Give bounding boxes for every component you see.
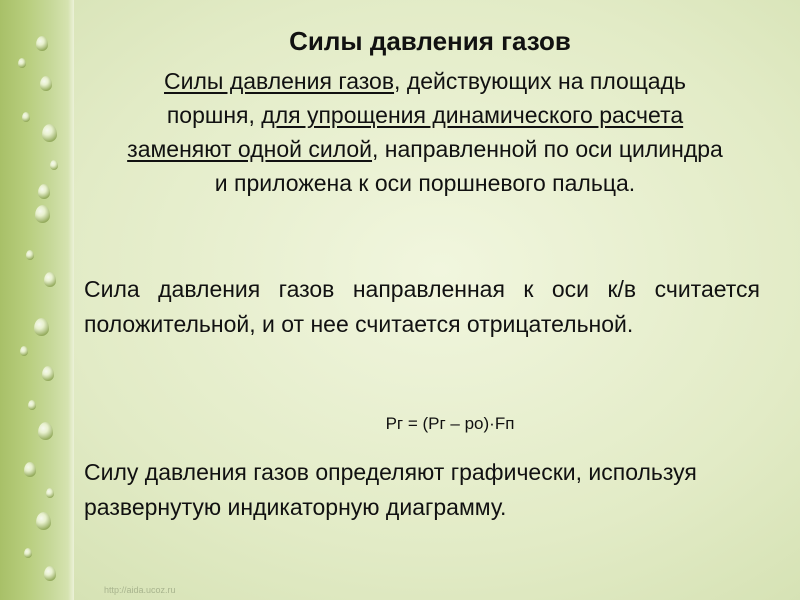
slide-title: Силы давления газов: [289, 26, 571, 56]
intro-text: , направленной по оси цилиндра и приложена к оси поршневого пальца.: [214, 136, 723, 196]
water-drop-icon: [42, 366, 54, 381]
water-drop-icon: [44, 272, 56, 287]
water-drop-icon: [28, 400, 36, 410]
water-drop-icon: [50, 160, 58, 170]
intro-paragraph: [120, 64, 730, 200]
water-drop-icon: [42, 124, 57, 142]
water-drop-icon: [40, 76, 52, 91]
graphical-method-paragraph: Силу давления газов определяют графически, используя развернутую индикаторную диаграмму.: [84, 459, 697, 520]
water-drop-icon: [38, 422, 53, 440]
water-drop-icon: [36, 512, 51, 530]
water-drop-icon: [20, 346, 28, 356]
water-drop-icon: [24, 462, 36, 477]
water-drop-icon: [38, 184, 50, 199]
intro-term-simplification: для упрощения динамического расчета: [261, 102, 684, 128]
water-drop-icon: [44, 566, 56, 581]
water-drop-icon: [36, 36, 48, 51]
water-drop-icon: [46, 488, 54, 498]
water-drop-icon: [18, 58, 26, 68]
left-decorative-strip: [0, 0, 74, 600]
water-drop-icon: [24, 548, 32, 558]
water-drop-icon: [34, 318, 49, 336]
source-watermark: http://aida.ucoz.ru: [104, 585, 176, 595]
water-drop-icon: [26, 250, 34, 260]
sign-convention-paragraph: Сила давления газов направленная к оси к/в считается положительной, и от нее считается отрицательной.: [84, 276, 760, 337]
intro-term-single-force: заменяют одной силой: [127, 136, 373, 162]
water-drop-icon: [22, 112, 30, 122]
water-drop-icon: [35, 205, 50, 223]
intro-text: , действующих на площадь поршня,: [166, 68, 686, 128]
gas-force-formula: Рг = (Рг – ро)·Fп: [385, 414, 515, 433]
intro-term-gas-pressure: Силы давления газов: [164, 68, 395, 94]
